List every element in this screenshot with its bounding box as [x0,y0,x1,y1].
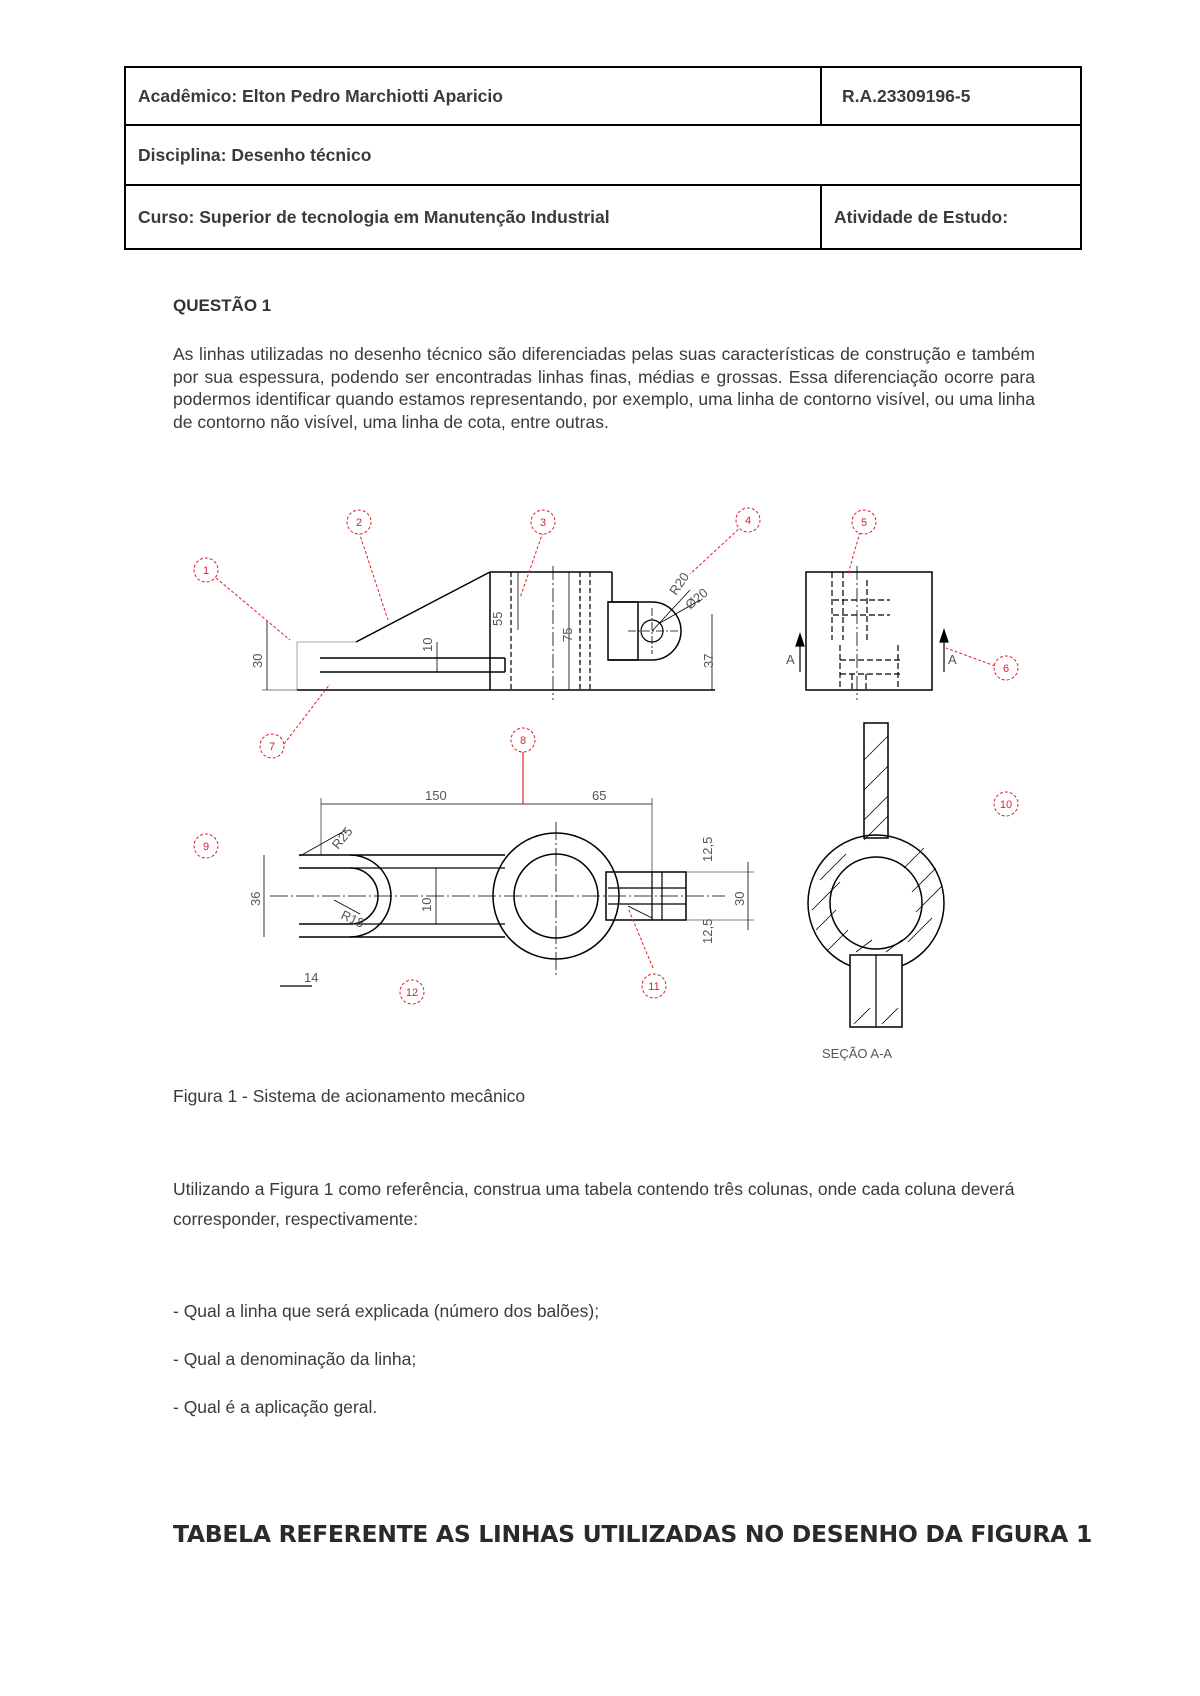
activity: Atividade de Estudo: [834,206,1009,227]
course: Curso: Superior de tecnologia em Manutenção Industrial [138,206,610,227]
balloon-7 [260,734,284,758]
dim-30b: 30 [732,891,747,906]
balloon-label: 12 [405,987,419,999]
dim-r25: R25 [328,824,356,852]
balloon-label: 10 [999,799,1013,811]
balloon-9 [194,834,218,858]
balloon-label: 11 [648,981,660,993]
side-view [796,566,948,700]
dim-37: 37 [701,653,716,668]
instruction-bullet: - Qual a denominação da linha; [173,1349,417,1369]
instructions-intro: Utilizando a Figura 1 como referência, construa uma tabela contendo três colunas, onde cada coluna deverá corresponder, respectivamente: [173,1179,1015,1229]
balloon-8 [511,728,535,752]
section-mark-a-left: A [786,652,795,667]
balloon-label: 2 [355,517,363,529]
dim-65: 65 [592,788,607,803]
balloon-label: 5 [860,517,868,529]
balloon-4 [736,508,760,532]
dim-dia20: Ø20 [682,585,711,613]
dim-12-5a: 12,5 [700,836,715,862]
dim-12-5b: 12,5 [700,918,715,944]
balloon-2 [347,510,371,534]
balloon-label: 6 [1002,663,1010,675]
dim-r20: R20 [666,569,693,598]
section-view [808,723,944,1027]
top-view [264,798,754,986]
section-label: SEÇÃO A-A [822,1046,893,1061]
discipline: Disciplina: Desenho técnico [138,144,372,165]
front-view [262,566,715,700]
figure-caption: Figura 1 - Sistema de acionamento mecânico [173,1086,526,1106]
balloon-6 [994,656,1018,680]
balloon-label: 8 [519,735,527,747]
balloon-label: 1 [202,565,210,577]
balloon-label: 9 [202,841,210,853]
instruction-bullet: - Qual a linha que será explicada (número dos balões); [173,1301,600,1321]
balloon-label: 7 [268,741,276,753]
question-paragraph: As linhas utilizadas no desenho técnico são diferenciadas pelas suas características de construção e também por sua espessura, podendo ser encontradas linhas finas, médias e grossas. Essa diferenciação ocorre para podermos identificar quando estamos representando, por exemplo, uma linha de contorno visível, ou uma linha de contorno não visível, uma linha de cota, entre outras. [173,344,1035,432]
balloon-label: 4 [744,515,752,527]
balloon-5 [852,510,876,534]
balloon-label: 3 [539,517,547,529]
dim-36: 36 [248,891,263,906]
dim-14: 14 [304,970,319,985]
dim-10b: 10 [419,897,434,912]
academic-name: Acadêmico: Elton Pedro Marchiotti Aparicio [138,85,503,106]
balloon-10 [994,792,1018,816]
dim-75: 75 [560,627,575,642]
dim-55: 55 [490,611,505,626]
table-title: TABELA REFERENTE AS LINHAS UTILIZADAS NO DESENHO DA FIGURA 1 [173,1520,1092,1548]
section-mark-a-right: A [948,652,957,667]
balloon-11 [642,974,666,998]
dim-150: 150 [425,788,447,803]
dim-r18: R18 [338,907,367,931]
ra-number: R.A.23309196-5 [842,85,971,106]
balloon-12 [400,980,424,1004]
balloon-3 [531,510,555,534]
dim-10: 10 [420,637,435,652]
dim-30: 30 [250,653,265,668]
balloon-1 [194,558,218,582]
instruction-bullet: - Qual é a aplicação geral. [173,1397,378,1417]
question-title: QUESTÃO 1 [173,296,272,315]
